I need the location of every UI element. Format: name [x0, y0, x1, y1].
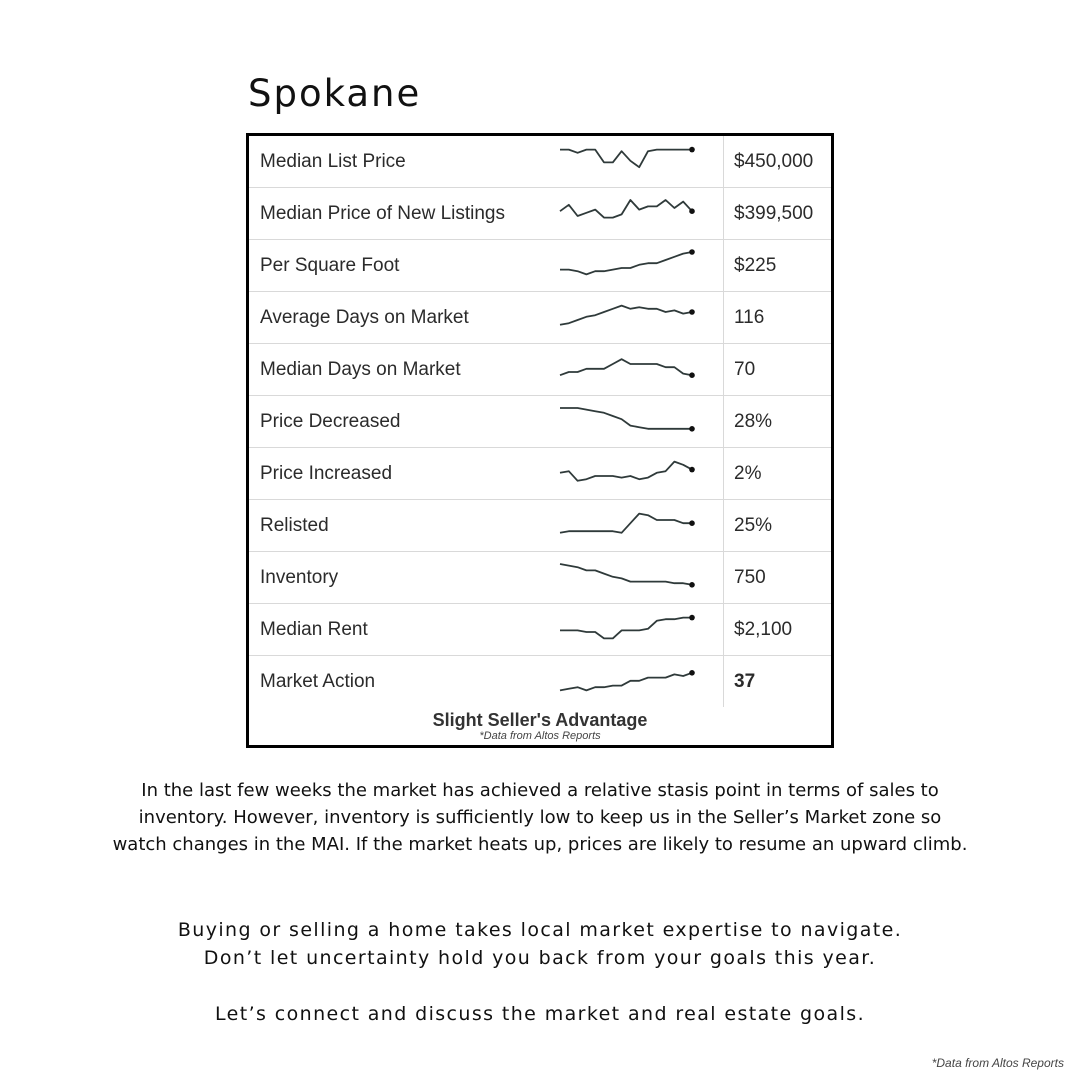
sparkline-path — [560, 462, 692, 481]
stat-value: $2,100 — [734, 619, 793, 640]
stat-row — [249, 136, 831, 188]
trend-sparkline — [557, 454, 703, 490]
sparkline-endpoint — [689, 670, 695, 676]
column-divider — [723, 344, 724, 395]
sparkline-path — [560, 252, 692, 274]
stat-label: Median Rent — [260, 619, 368, 640]
market-summary: In the last few weeks the market has achieved a relative stasis point in terms of sales to inventory. However, inventory is sufficiently low to keep us in the Seller’s Market zone so watch changes in the MAI. If the market heats up, prices are likely to resume an upward climb. — [112, 780, 968, 855]
stat-value: $450,000 — [734, 151, 814, 172]
sparkline-path — [560, 200, 692, 218]
sparkline-endpoint — [689, 615, 695, 621]
page-title: Spokane — [248, 72, 422, 115]
stat-label: Median List Price — [260, 151, 406, 172]
sparkline-endpoint — [689, 467, 695, 473]
sparkline-endpoint — [689, 208, 695, 214]
stat-row — [249, 240, 831, 292]
market-stats-table — [246, 133, 834, 748]
stat-label: Market Action — [260, 671, 376, 692]
column-divider — [723, 396, 724, 447]
column-divider — [723, 292, 724, 343]
column-divider — [723, 188, 724, 239]
cta-line: Buying or selling a home takes local market expertise to navigate. — [177, 919, 903, 941]
closing-line: Let’s connect and discuss the market and real estate goals. — [214, 1003, 866, 1025]
trend-sparkline — [557, 506, 703, 542]
stat-row — [249, 604, 831, 656]
trend-sparkline — [557, 142, 703, 178]
sparkline-path — [560, 673, 692, 691]
column-divider — [723, 500, 724, 551]
stat-row — [249, 396, 831, 448]
column-divider — [723, 604, 724, 655]
stat-row — [249, 656, 831, 707]
sparkline-path — [560, 306, 692, 325]
trend-sparkline — [557, 610, 703, 646]
stat-value: 70 — [734, 359, 756, 380]
sparkline-endpoint — [689, 582, 695, 588]
sparkline-endpoint — [689, 249, 695, 255]
stats-rows — [249, 136, 831, 707]
trend-sparkline — [557, 350, 703, 386]
stat-value: 28% — [734, 411, 773, 432]
stat-row — [249, 500, 831, 552]
sparkline-endpoint — [689, 147, 695, 153]
stat-value: 2% — [734, 463, 762, 484]
stat-label: Median Days on Market — [260, 359, 461, 380]
trend-sparkline — [557, 194, 703, 230]
stat-row — [249, 292, 831, 344]
stat-row — [249, 188, 831, 240]
cta-line: Don’t let uncertainty hold you back from your goals this year. — [203, 947, 877, 969]
stat-row — [249, 448, 831, 500]
footer-source-note: *Data from Altos Reports — [931, 1056, 1064, 1070]
stat-label: Per Square Foot — [260, 255, 400, 276]
column-divider — [723, 448, 724, 499]
sparkline-endpoint — [689, 520, 695, 526]
stat-row — [249, 344, 831, 396]
column-divider — [723, 552, 724, 603]
stat-label: Median Price of New Listings — [260, 203, 505, 224]
market-condition-label: Slight Seller's Advantage — [432, 710, 648, 730]
trend-sparkline — [557, 662, 703, 698]
stat-label: Inventory — [260, 567, 339, 588]
column-divider — [723, 656, 724, 707]
trend-sparkline — [557, 298, 703, 334]
stat-value: $225 — [734, 255, 777, 276]
trend-sparkline — [557, 402, 703, 438]
sparkline-path — [560, 564, 692, 585]
sparkline-path — [560, 618, 692, 639]
sparkline-path — [560, 359, 692, 375]
stat-label: Price Increased — [260, 463, 393, 484]
stat-value: 25% — [734, 515, 773, 536]
sparkline-endpoint — [689, 309, 695, 315]
trend-sparkline — [557, 558, 703, 594]
stat-label: Price Decreased — [260, 411, 401, 432]
stat-value: 37 — [734, 671, 756, 692]
sparkline-endpoint — [689, 372, 695, 378]
sparkline-path — [560, 408, 692, 429]
sparkline-path — [560, 150, 692, 168]
stat-label: Average Days on Market — [260, 307, 469, 328]
stat-value: $399,500 — [734, 203, 814, 224]
stat-value: 116 — [734, 307, 765, 328]
trend-sparkline — [557, 246, 703, 282]
table-source-note: *Data from Altos Reports — [479, 730, 601, 742]
column-divider — [723, 136, 724, 187]
sparkline-endpoint — [689, 426, 695, 432]
stat-row — [249, 552, 831, 604]
stat-value: 750 — [734, 567, 766, 588]
sparkline-path — [560, 514, 692, 533]
cta-block — [80, 916, 1000, 972]
stat-label: Relisted — [260, 515, 329, 536]
column-divider — [723, 240, 724, 291]
